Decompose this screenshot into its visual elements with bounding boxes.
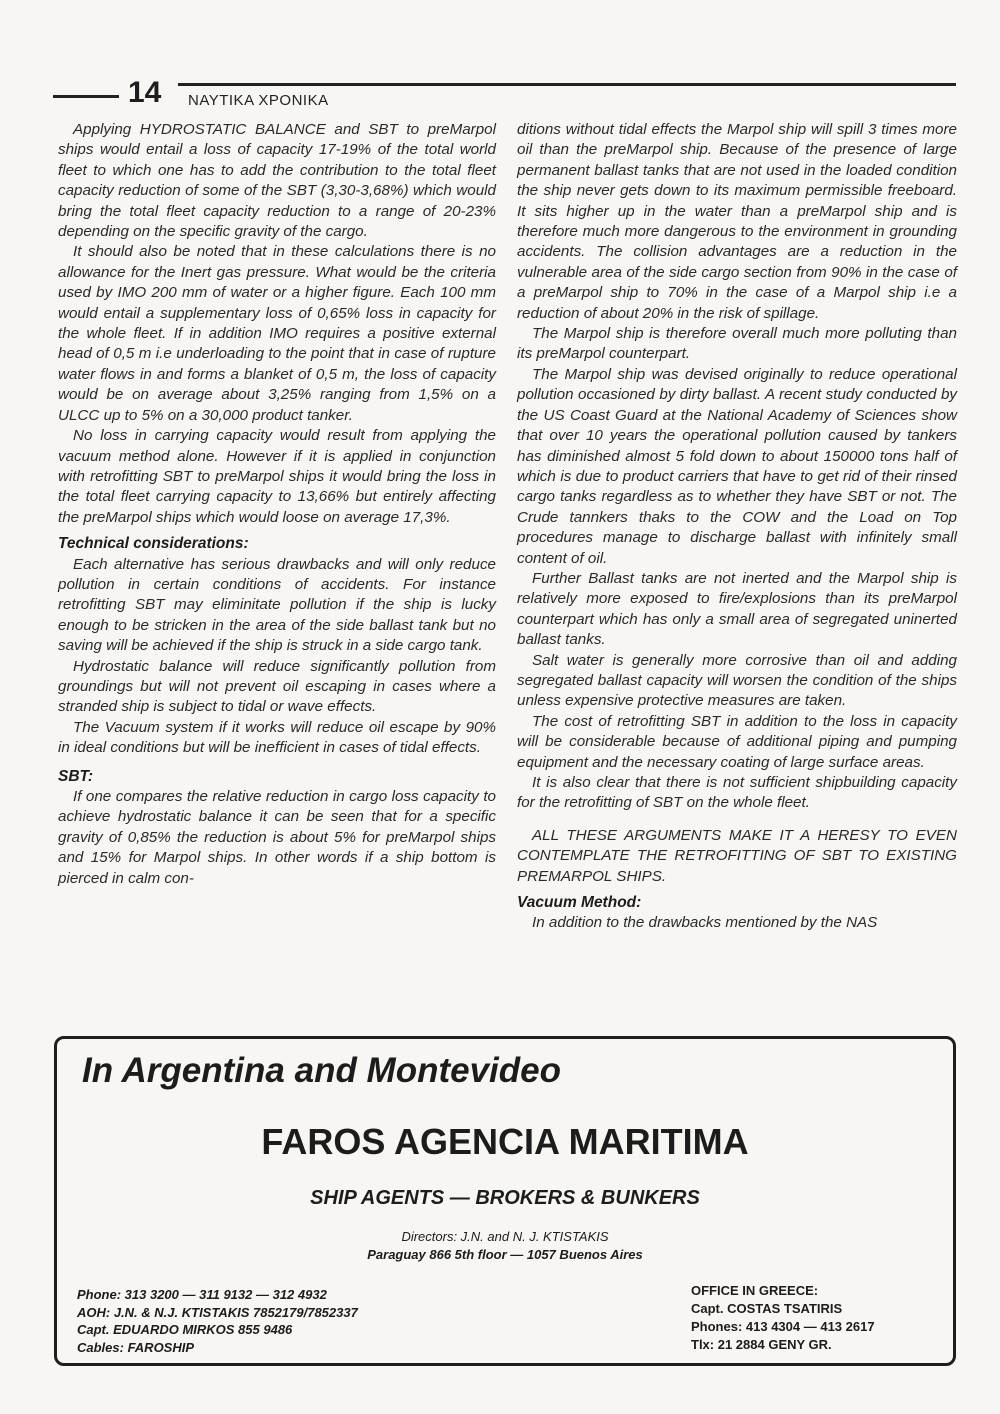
ad-contact-argentina	[77, 1286, 358, 1356]
paragraph: The Marpol ship is therefore overall much more polluting than its preMarpol counterpart.	[517, 325, 957, 363]
paragraph: It should also be noted that in these calculations there is no allowance for the Inert gas pressure. What would be the criteria used by IMO 200 mm of water or a higher figure. Each 100 mm would entail a supplementary loss of 0,65% loss in capacity for the whole fleet. If in addition IMO requires a positive external head of 0,5 m i.e underloading to the point that in case of rupture water flows in and forms a blanket of 0,5 m, the loss of capacity would be on average about 3,25% ranging from 1,5% on a ULCC up to 5% on a 30,000 product tanker.	[58, 243, 496, 424]
ad-phone: Phone: 313 3200 — 311 9132 — 312 4932	[77, 1287, 327, 1302]
ad-contact-greece	[691, 1282, 875, 1354]
paragraph: Applying HYDROSTATIC BALANCE and SBT to preMarpol ships would entail a loss of capacity 17-19% of the total world fleet to which one has to add the contribution to the total fleet capacity reduction of some of the SBT (3,30-3,68%) which would bring the total fleet capacity reduction to a range of 20-23% depending on the specific gravity of the cargo.	[58, 121, 496, 241]
section-heading-vacuum: Vacuum Method:	[517, 894, 642, 912]
journal-name: ΝΑΥΤΙΚΑ ΧΡΟΝΙΚΑ	[188, 92, 329, 109]
ad-greece-telex: Tlx: 21 2884 GENY GR.	[691, 1337, 832, 1352]
article-column-right	[517, 120, 957, 934]
paragraph: In addition to the drawbacks mentioned by the NAS	[532, 914, 878, 932]
header-rule-right	[178, 83, 956, 86]
paragraph: ditions without tidal effects the Marpol ship will spill 3 times more oil than the preMarpol ship. Because of the presence of large permanent ballast tanks that are not used in the loaded condition the ship never gets down to its maximum permissible freeboard. It sits higher up in the water than a preMarpol ship and is therefore much more dangerous to the environment in grounding accidents. The collision advantages are a reduction in the vulnerable area of the side cargo section from 90% in the case of a preMarpol ship to 70% in the case of a Marpol ship i.e a reduction of about 20% in the risk of spillage.	[517, 121, 957, 322]
paragraph-conclusion: ALL THESE ARGUMENTS MAKE IT A HERESY TO EVEN CONTEMPLATE THE RETROFITTING OF SBT TO EXISTING PREMARPOL SHIPS.	[517, 826, 957, 885]
ad-greece-captain: Capt. COSTAS TSATIRIS	[691, 1301, 843, 1316]
section-heading-technical: Technical considerations:	[58, 535, 249, 553]
ad-aoh: AOH: J.N. & N.J. KTISTAKIS 7852179/7852337	[77, 1304, 358, 1320]
ad-captain: Capt. EDUARDO MIRKOS 855 9486	[77, 1322, 293, 1337]
paragraph: The Marpol ship was devised originally to reduce operational pollution occasioned by dirty ballast. A recent study conducted by the US Coast Guard at the National Academy of Sciences show that over 10 years the operational pollution caused by tankers has diminished almost 5 fold down to about 150000 tons half of which is due to product carriers that have to get rid of their rinsed cargo tanks regardless as to whether they have SBT or not. The Crude tannkers thaks to the COW and the Load on Top procedures manage to discharge ballast with infinitely small content of oil.	[517, 365, 957, 567]
paragraph: Salt water is generally more corrosive than oil and adding segregated ballast capacity will worsen the condition of the ships unless expensive protective measures are taken.	[517, 651, 957, 710]
header-rule-left	[53, 95, 119, 98]
advertisement-box	[54, 1036, 956, 1366]
page-number: 14	[128, 76, 162, 109]
section-heading-sbt: SBT:	[58, 767, 94, 785]
ad-directors: Directors: J.N. and N. J. KTISTAKIS	[401, 1229, 609, 1244]
ad-greece-phones: Phones: 413 4304 — 413 2617	[691, 1319, 875, 1334]
paragraph: If one compares the relative reduction in cargo loss capacity to achieve hydrostatic balance it can be seen that for a specific gravity of 0,85% the reduction is about 5% for preMarpol ships and 15% for Marpol ships. In other words if a ship bottom is pierced in calm con-	[58, 788, 496, 887]
paragraph: It is also clear that there is not sufficient shipbuilding capacity for the retrofitting of SBT on the whole fleet.	[517, 774, 957, 812]
paragraph: The Vacuum system if it works will reduce oil escape by 90% in ideal conditions but will be inefficient in cases of tidal effects.	[58, 718, 496, 757]
ad-cables: Cables: FAROSHIP	[77, 1339, 195, 1355]
ad-region: In Argentina and Montevideo	[82, 1051, 561, 1090]
paragraph: No loss in carrying capacity would result from applying the vacuum method alone. However if it is applied in conjunction with retrofitting SBT to preMarpol ships it would bring the loss in the total fleet carrying capacity to 13,66% but entirely affecting the preMarpol ships which would loose on average 17,3%.	[58, 427, 496, 526]
paragraph: The cost of retrofitting SBT in addition to the loss in capacity will be considerable because of additional piping and pumping equipment and the necessary coating of large surface areas.	[517, 712, 957, 771]
paragraph: Further Ballast tanks are not inerted and the Marpol ship is relatively more exposed to fire/explosions than its preMarpol counterpart which has only a small area of segregated uninerted ballast tanks.	[517, 569, 957, 649]
ad-address: Paraguay 866 5th floor — 1057 Buenos Aires	[367, 1247, 643, 1262]
ad-greece-title: OFFICE IN GREECE:	[691, 1283, 819, 1298]
article-column-left	[58, 120, 496, 889]
paragraph: Hydrostatic balance will reduce significantly pollution from groundings but will not prevent oil escaping in cases where a stranded ship is subject to tidal or wave effects.	[58, 657, 496, 716]
ad-company-name: FAROS AGENCIA MARITIMA	[261, 1121, 749, 1162]
ad-services: SHIP AGENTS — BROKERS & BUNKERS	[310, 1187, 700, 1209]
paragraph: Each alternative has serious drawbacks and will only reduce pollution in certain conditions of accidents. For instance retrofitting SBT may eliminitate pollution if the ship is lucky enough to be stricken in the area of the side ballast tank but no saving will be achieved if the ship is struck in a side cargo tank.	[58, 555, 496, 655]
